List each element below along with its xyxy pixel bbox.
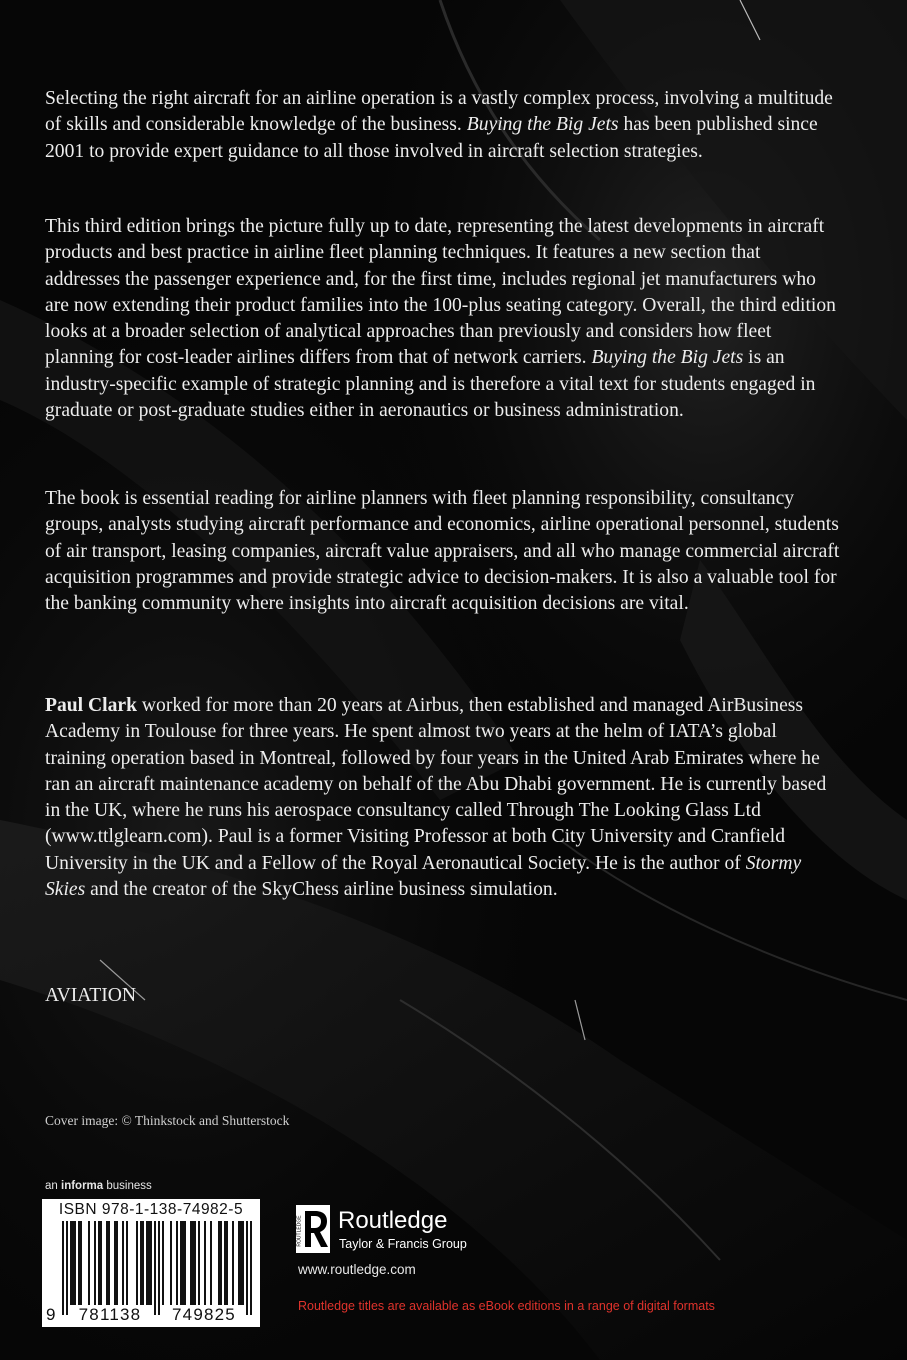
- italic-title-run: Buying the Big Jets: [591, 347, 744, 369]
- barcode-bar: [176, 1221, 178, 1305]
- barcode-bar: [146, 1221, 148, 1305]
- barcode-bar: [190, 1221, 192, 1305]
- barcode-bar: [66, 1221, 68, 1315]
- text-run: has been published since 2001 to provide expert guidance to all those involved in aircraft selection strategies.: [45, 114, 818, 162]
- barcode-bar: [192, 1221, 194, 1305]
- barcode-bar: [224, 1221, 226, 1305]
- text-run: is an industry-specific example of strategic planning and is therefore a vital text for students engaged in graduate or post-graduate studies either in aeronautics or business administration.: [45, 347, 816, 422]
- barcode-bar: [240, 1221, 242, 1305]
- ean-first-digit: 9: [46, 1305, 56, 1324]
- barcode-bar: [80, 1221, 82, 1305]
- barcode-bar: [180, 1221, 182, 1305]
- ean-left-digits: 781138: [78, 1305, 142, 1324]
- informa-brand: informa: [61, 1180, 104, 1192]
- barcode-bar: [70, 1221, 72, 1305]
- publisher-website-link[interactable]: www.routledge.com: [298, 1262, 416, 1277]
- barcode-bar: [250, 1221, 252, 1315]
- text-run: worked for more than 20 years at Airbus, then established and managed AirBusiness Academy in Toulouse for three years. He spent almost two years at the helm of IATA’s global training operation based in Montreal, followed by four years in the United Arab Emirates where he ran an aircraft maintenance academy on behalf of the Abu Dhabi government. He is currently based in the UK, where he runs his aerospace consultancy called Through The Looking Glass Ltd (www.ttlglearn.com). Paul is a former Visiting Professor at both City University and Cranfield University in the UK and a Fellow of the Royal Aeronautical Society. He is the author of: [45, 695, 827, 874]
- subject-category: AVIATION: [45, 985, 137, 1006]
- description-paragraph-1: [45, 86, 840, 165]
- barcode-bar: [220, 1221, 222, 1305]
- author-bio: [45, 693, 840, 903]
- italic-title-run: Stormy Skies: [45, 852, 802, 901]
- ebook-availability-note: Routledge titles are available as eBook editions in a range of digital formats: [298, 1299, 715, 1313]
- barcode-bar: [148, 1221, 150, 1305]
- barcode-bar: [150, 1221, 152, 1305]
- barcode-bar: [184, 1221, 186, 1305]
- isbn-label: ISBN 978-1-138-74982-5: [58, 1201, 244, 1218]
- barcode-bar: [154, 1221, 156, 1315]
- barcode-bar: [74, 1221, 76, 1305]
- barcode-bar: [100, 1221, 102, 1305]
- barcode-bar: [218, 1221, 220, 1305]
- barcode-bar: [136, 1221, 138, 1305]
- routledge-vertical-text: ROUTLEDGE: [296, 1215, 303, 1247]
- barcode-bar: [204, 1221, 206, 1305]
- barcode-bar: [182, 1221, 184, 1305]
- barcode-bar: [210, 1221, 212, 1305]
- barcode-bar: [126, 1221, 128, 1305]
- barcode-bar: [106, 1221, 108, 1305]
- barcode-bar: [162, 1221, 164, 1305]
- text-run: and the creator of the SkyChess airline business simulation.: [85, 879, 558, 901]
- barcode-bar: [72, 1221, 74, 1305]
- description-paragraph-3: [45, 486, 840, 617]
- barcode-bar: [78, 1221, 80, 1305]
- barcode-bar: [194, 1221, 196, 1305]
- barcode-bar: [238, 1221, 240, 1305]
- barcode-bar: [242, 1221, 244, 1305]
- ean-right-digits: 749825: [172, 1305, 236, 1324]
- barcode-bar: [158, 1221, 160, 1315]
- barcode-bar: [122, 1221, 124, 1305]
- barcode-bar: [246, 1221, 248, 1315]
- barcode-bar: [108, 1221, 110, 1305]
- barcode-bar: [62, 1221, 64, 1315]
- informa-business-tag: [45, 1180, 152, 1192]
- barcode-bar: [226, 1221, 228, 1305]
- text-run: Selecting the right aircraft for an airline operation is a vastly complex process, involving a multitude of skills and considerable knowledge of the business.: [45, 88, 833, 136]
- publisher-name: Routledge: [338, 1207, 448, 1234]
- barcode-bar: [88, 1221, 90, 1305]
- text-run: This third edition brings the picture fully up to date, representing the latest developments in aircraft products and best practice in airline fleet planning techniques. It features a new section that addresses the passenger experience and, for the first time, includes regional jet manufacturers who are now extending their product families into the 100-plus seating category. Overall, the third edition looks at a broader selection of analytical approaches than previously and considers how fleet planning for cost-leader airlines differs from that of network carriers.: [45, 216, 836, 369]
- author-name: Paul Clark: [45, 695, 137, 716]
- text-run: The book is essential reading for airline planners with fleet planning responsibility, consultancy groups, analysts studying aircraft performance and economics, airline operational personnel, students of air transport, leasing companies, aircraft value appraisers, and all who manage commercial aircraft acquisition programmes and provide strategic advice to decision-makers. It is also a valuable tool for the banking community where insights into aircraft acquisition decisions are vital.: [45, 488, 840, 615]
- ean-digits: [42, 1305, 260, 1325]
- routledge-logo-icon: [296, 1205, 330, 1253]
- barcode-bar: [198, 1221, 200, 1305]
- barcode-bar: [142, 1221, 144, 1305]
- description-paragraph-2: [45, 214, 840, 424]
- barcode-bar: [232, 1221, 234, 1305]
- informa-suffix: business: [103, 1180, 152, 1192]
- isbn-barcode: [42, 1199, 260, 1327]
- cover-image-credit: Cover image: © Thinkstock and Shutterstock: [45, 1113, 290, 1128]
- barcode-bar: [140, 1221, 142, 1305]
- publisher-group: Taylor & Francis Group: [339, 1237, 467, 1251]
- barcode-bar: [114, 1221, 116, 1305]
- italic-title-run: Buying the Big Jets: [466, 114, 619, 136]
- barcode-bar: [98, 1221, 100, 1305]
- barcode-bar: [94, 1221, 96, 1305]
- informa-prefix: an: [45, 1180, 61, 1192]
- barcode-bar: [116, 1221, 118, 1305]
- barcode-bar: [170, 1221, 172, 1305]
